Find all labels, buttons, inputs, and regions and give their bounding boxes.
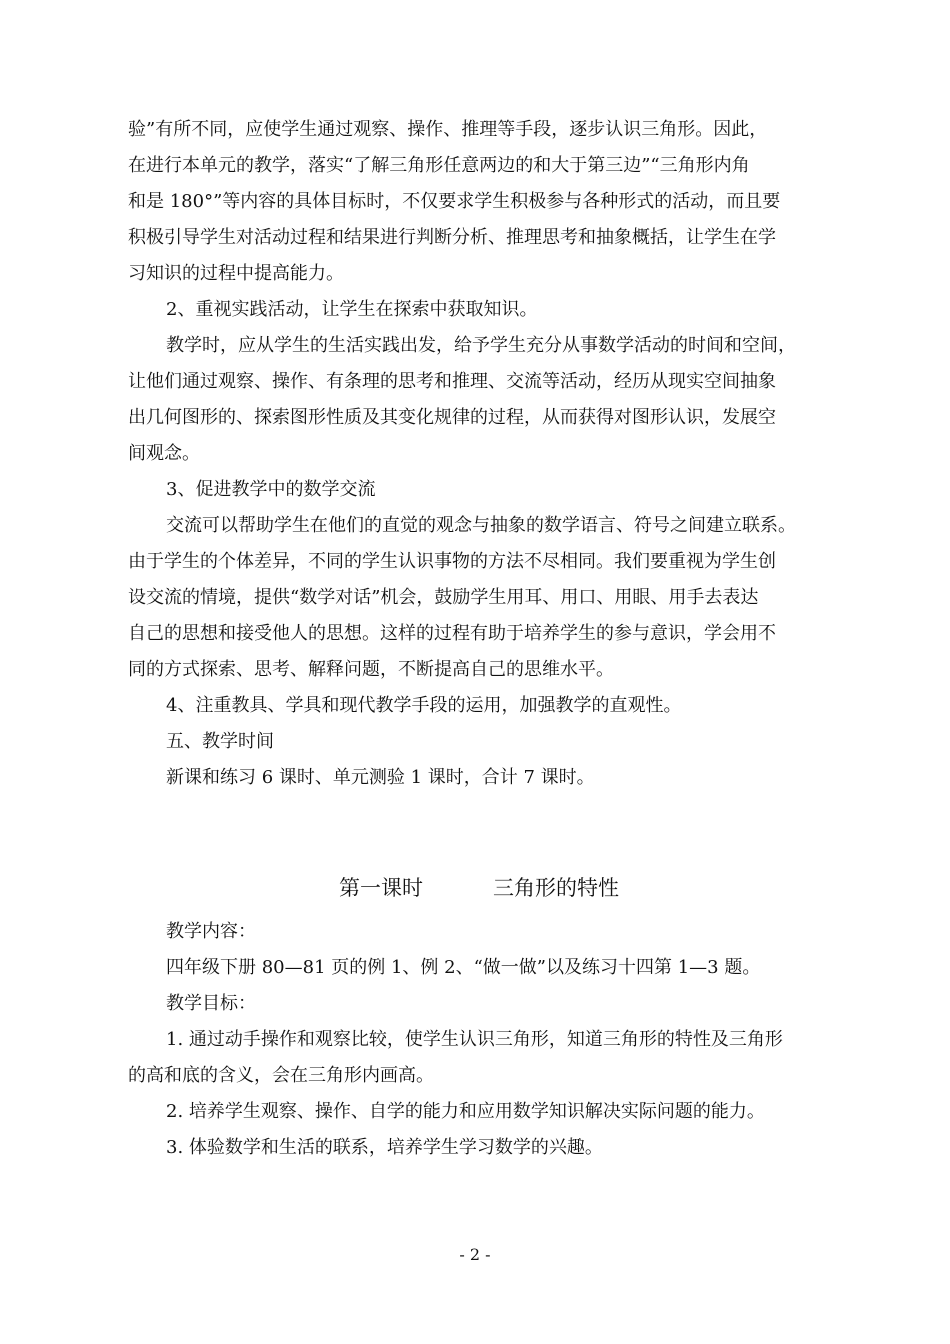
point3-line-1: 交流可以帮助学生在他们的直觉的观念与抽象的数学语言、符号之间建立联系。 bbox=[166, 515, 796, 536]
point3-line-3: 设交流的情境，提供“数学对话”机会，鼓励学生用耳、用口、用眼、用手去表达 bbox=[128, 587, 759, 608]
goal-1-line-1: 1. 通过动手操作和观察比较，使学生认识三角形，知道三角形的特性及三角形 bbox=[166, 1029, 783, 1050]
goal-1-line-2: 的高和底的含义，会在三角形内画高。 bbox=[128, 1065, 434, 1086]
lesson-title-number: 第一课时 bbox=[339, 876, 423, 900]
point2-line-2: 让他们通过观察、操作、有条理的思考和推理、交流等活动，经历从现实空间抽象 bbox=[128, 371, 776, 392]
section5-text: 新课和练习 6 课时、单元测验 1 课时，合计 7 课时。 bbox=[166, 767, 595, 788]
point2-heading: 2、重视实践活动，让学生在探索中获取知识。 bbox=[166, 299, 538, 320]
page-number: - 2 - bbox=[459, 1245, 491, 1264]
point2-line-4: 间观念。 bbox=[128, 443, 200, 464]
intro-line-1: 验”有所不同，应使学生通过观察、操作、推理等手段，逐步认识三角形。因此， bbox=[128, 119, 768, 140]
lesson-title-topic: 三角形的特性 bbox=[493, 876, 619, 900]
goals-label: 教学目标： bbox=[166, 993, 256, 1014]
point3-line-5: 同的方式探索、思考、解释问题，不断提高自己的思维水平。 bbox=[128, 659, 614, 680]
goal-3: 3. 体验数学和生活的联系，培养学生学习数学的兴趣。 bbox=[166, 1137, 603, 1158]
point3-line-2: 由于学生的个体差异，不同的学生认识事物的方法不尽相同。我们要重视为学生创 bbox=[128, 551, 776, 572]
point3-heading: 3、促进教学中的数学交流 bbox=[166, 479, 376, 500]
point2-line-1: 教学时，应从学生的生活实践出发，给予学生充分从事数学活动的时间和空间， bbox=[166, 335, 796, 356]
content-text: 四年级下册 80—81 页的例 1、例 2、“做一做”以及练习十四第 1—3 题。 bbox=[166, 957, 761, 978]
goal-2: 2. 培养学生观察、操作、自学的能力和应用数学知识解决实际问题的能力。 bbox=[166, 1101, 765, 1122]
intro-line-2: 在进行本单元的教学，落实“了解三角形任意两边的和大于第三边”“三角形内角 bbox=[128, 155, 750, 176]
intro-line-3: 和是 180°”等内容的具体目标时，不仅要求学生积极参与各种形式的活动，而且要 bbox=[128, 191, 781, 212]
lesson-title bbox=[128, 870, 830, 914]
point4-heading: 4、注重教具、学具和现代教学手段的运用，加强教学的直观性。 bbox=[166, 695, 682, 716]
intro-line-4: 积极引导学生对活动过程和结果进行判断分析、推理思考和抽象概括，让学生在学 bbox=[128, 227, 776, 248]
document-body bbox=[128, 112, 830, 1166]
content-label: 教学内容： bbox=[166, 921, 256, 942]
point3-line-4: 自己的思想和接受他人的思想。这样的过程有助于培养学生的参与意识，学会用不 bbox=[128, 623, 776, 644]
point2-line-3: 出几何图形的、探索图形性质及其变化规律的过程，从而获得对图形认识，发展空 bbox=[128, 407, 776, 428]
intro-line-5: 习知识的过程中提高能力。 bbox=[128, 263, 344, 284]
section5-heading: 五、教学时间 bbox=[166, 731, 274, 752]
